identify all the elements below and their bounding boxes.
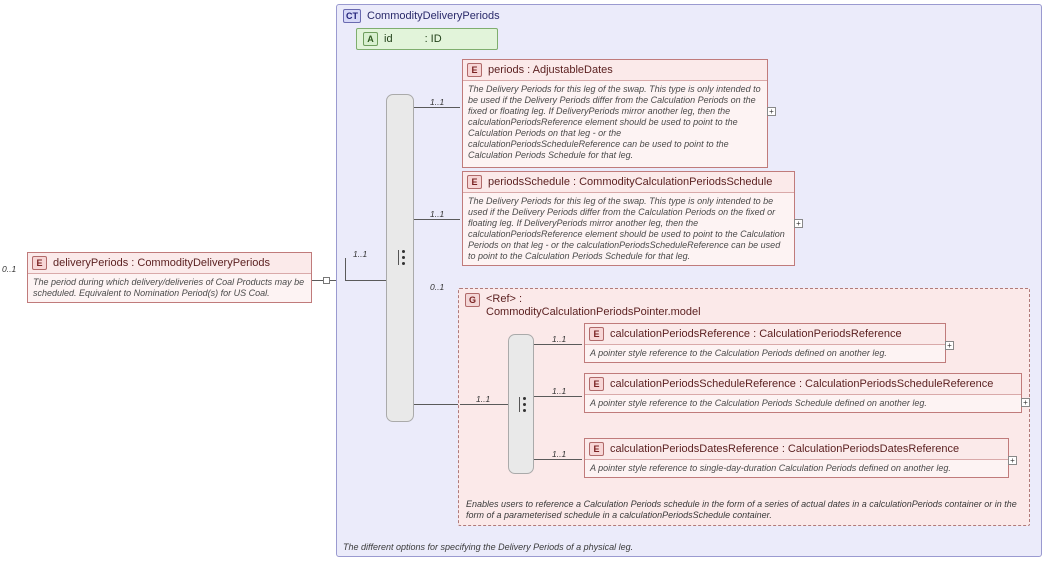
element-icon: E (32, 256, 47, 270)
element-icon: E (589, 442, 604, 456)
attribute-id-type: : ID (424, 33, 442, 45)
expand-calculationPeriodsReference-button[interactable]: + (945, 341, 954, 350)
element-deliveryPeriods[interactable] (27, 252, 312, 303)
expand-calculationPeriodsScheduleReference-button[interactable]: + (1021, 398, 1030, 407)
element-calculationPeriodsReference[interactable] (584, 323, 946, 363)
attribute-id-name: id (384, 33, 393, 45)
group-header (459, 289, 1029, 323)
connector-member-2 (534, 396, 582, 397)
complex-type-icon: CT (343, 9, 361, 23)
attribute-id[interactable] (356, 28, 498, 50)
element-calculationPeriodsScheduleReference-doc: A pointer style reference to the Calculation Periods Schedule defined on another leg. (585, 394, 1021, 412)
cardinality-group: 0..1 (430, 282, 445, 292)
root-junction[interactable] (323, 277, 330, 284)
connector-into-choice-v (345, 258, 346, 281)
root-cardinality: 0..1 (2, 264, 17, 274)
element-calculationPeriodsScheduleReference[interactable] (584, 373, 1022, 413)
expand-periodsSchedule-button[interactable]: + (794, 219, 803, 228)
cardinality-member-3: 1..1 (552, 449, 567, 459)
element-icon: E (467, 175, 482, 189)
element-deliveryPeriods-header (28, 253, 311, 273)
choice-connector-main-dots (396, 248, 408, 268)
element-calculationPeriodsScheduleReference-header (585, 374, 1021, 394)
connector-member-1 (534, 344, 582, 345)
element-icon: E (589, 327, 604, 341)
complex-type-footer: The different options for specifying the Delivery Periods of a physical leg. (343, 542, 634, 552)
element-icon: E (589, 377, 604, 391)
expand-periods-button[interactable]: + (767, 107, 776, 116)
element-calculationPeriodsReference-label: calculationPeriodsReference : CalculationPeriodsReference (610, 328, 902, 340)
element-icon: E (467, 63, 482, 77)
connector-group-in (460, 404, 508, 405)
element-calculationPeriodsReference-doc: A pointer style reference to the Calculation Periods defined on another leg. (585, 344, 945, 362)
cardinality-member-2: 1..1 (552, 386, 567, 396)
element-periods-label: periods : AdjustableDates (488, 64, 613, 76)
expand-calculationPeriodsDatesReference-button[interactable]: + (1008, 456, 1017, 465)
element-periods-header (463, 60, 767, 80)
container-inner-cardinality: 1..1 (353, 249, 368, 259)
group-footer: Enables users to reference a Calculation Periods schedule in the form of a series of actual dates in a calculationPeriods container or in the form of a parameterised schedule in a calculationPeriodsSchedule container. (466, 499, 1017, 520)
element-calculationPeriodsReference-header (585, 324, 945, 344)
cardinality-periodsSchedule: 1..1 (430, 209, 445, 219)
element-deliveryPeriods-label: deliveryPeriods : CommodityDeliveryPeriods (53, 257, 271, 269)
element-deliveryPeriods-doc: The period during which delivery/deliveries of Coal Products may be scheduled. Equivalent to Nomination Period(s) for US Coal. (28, 273, 311, 302)
element-periodsSchedule-label: periodsSchedule : CommodityCalculationPeriodsSchedule (488, 176, 773, 188)
element-periodsSchedule[interactable] (462, 171, 795, 266)
element-periods-doc: The Delivery Periods for this leg of the swap. This type is only intended to be used if the Delivery Periods differ from the Calculation Periods on the fixed or floating leg. If DeliveryPeriods mirror another leg, then the calculationPeriodsReference element should be used to point to the Calculation Periods on that leg - or the calculationPeriodsScheduleReference can be used to point to the Calculation Periods Schedule for that leg. (463, 80, 767, 167)
connector-branch-periodsSchedule (414, 219, 460, 220)
element-periodsSchedule-doc: The Delivery Periods for this leg of the swap. This type is only intended to be used if the Delivery Periods differ from the Calculation Periods on the fixed or floating leg. If DeliveryPeriods mirror another leg, then the calculationPeriodsReference element should be used to point to the Calculation Periods on that leg - or the calculationPeriodsScheduleReference can be used to point to the Calculation Periods Schedule for that leg. (463, 192, 794, 265)
sequence-connector-group-dots (517, 395, 529, 415)
connector-branch-group (414, 404, 460, 405)
complex-type-title: CommodityDeliveryPeriods (367, 10, 500, 22)
attribute-icon: A (363, 32, 378, 46)
element-periodsSchedule-header (463, 172, 794, 192)
element-calculationPeriodsDatesReference-label: calculationPeriodsDatesReference : CalculationPeriodsDatesReference (610, 443, 960, 455)
group-icon: G (465, 293, 480, 307)
connector-branch-periods (414, 107, 460, 108)
element-calculationPeriodsDatesReference[interactable] (584, 438, 1009, 478)
cardinality-periods: 1..1 (430, 97, 445, 107)
connector-root-out (312, 280, 323, 281)
element-calculationPeriodsDatesReference-doc: A pointer style reference to single-day-duration Calculation Periods defined on another leg. (585, 459, 1008, 477)
element-calculationPeriodsDatesReference-header (585, 439, 1008, 459)
complex-type-header (337, 5, 1041, 27)
cardinality-member-1: 1..1 (552, 334, 567, 344)
element-calculationPeriodsScheduleReference-label: calculationPeriodsScheduleReference : CalculationPeriodsScheduleReference (610, 378, 994, 390)
group-inner-cardinality: 1..1 (476, 394, 491, 404)
element-periods[interactable] (462, 59, 768, 168)
group-title: <Ref> : CommodityCalculationPeriodsPointer.model (486, 293, 701, 318)
connector-member-3 (534, 459, 582, 460)
connector-into-choice (345, 280, 386, 281)
